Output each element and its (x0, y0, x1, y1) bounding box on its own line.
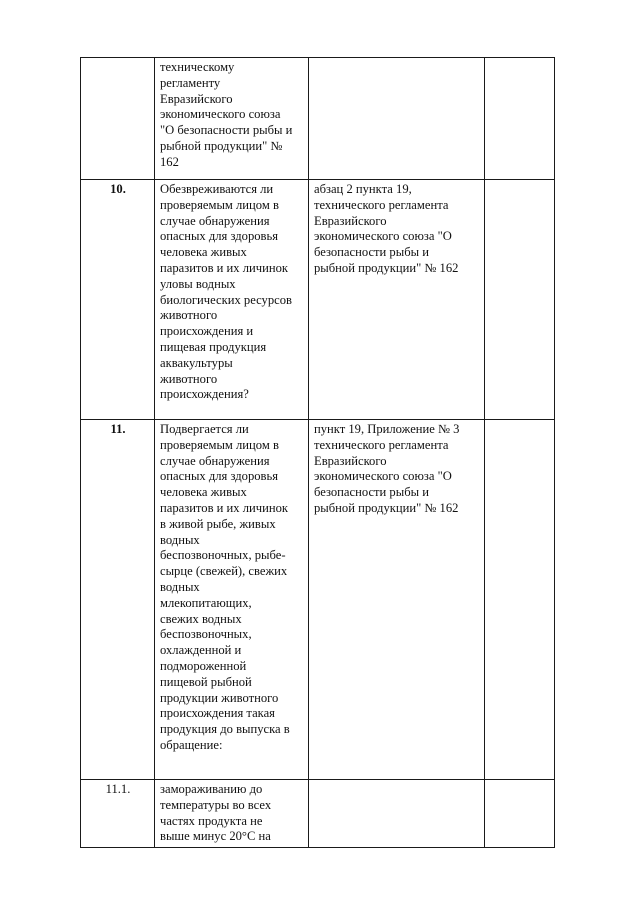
empty-cell (485, 420, 555, 780)
empty-cell (485, 780, 555, 848)
question-text: техническому регламенту Евразийского экономического союза "О безопасности рыбы и рыбной продукции" № 162 (155, 58, 309, 180)
table-row (81, 180, 555, 420)
row-number (81, 58, 155, 180)
reference-text (309, 58, 485, 180)
reference-text: абзац 2 пункта 19, технического регламента Евразийского экономического союза "О безопасности рыбы и рыбной продукции" № 162 (309, 180, 485, 420)
table-row (81, 780, 555, 848)
question-text: Подвергается ли проверяемым лицом в случае обнаружения опасных для здоровья человека живых паразитов и их личинок в живой рыбе, живых водных беспозвоночных, рыбе- сырце (свежей), свежих водных млекопитающих, свежих водных беспозвоночных, охлажденной и подмороженной пищевой рыбной продукции животного происхождения такая продукция до выпуска в обращение: (155, 420, 309, 780)
reference-text: пункт 19, Приложение № 3 технического регламента Евразийского экономического союза "О безопасности рыбы и рыбной продукции" № 162 (309, 420, 485, 780)
row-number: 11.1. (81, 780, 155, 848)
requirements-table (80, 57, 555, 848)
row-number: 10. (81, 180, 155, 420)
question-text: Обезвреживаются ли проверяемым лицом в случае обнаружения опасных для здоровья человека живых паразитов и их личинок уловы водных биологических ресурсов животного происхождения и пищевая продукция аквакультуры животного происхождения? (155, 180, 309, 420)
row-number: 11. (81, 420, 155, 780)
question-text: замораживанию до температуры во всех частях продукта не выше минус 20°С на (155, 780, 309, 848)
table-row (81, 420, 555, 780)
empty-cell (485, 180, 555, 420)
table-row (81, 58, 555, 180)
reference-text (309, 780, 485, 848)
empty-cell (485, 58, 555, 180)
